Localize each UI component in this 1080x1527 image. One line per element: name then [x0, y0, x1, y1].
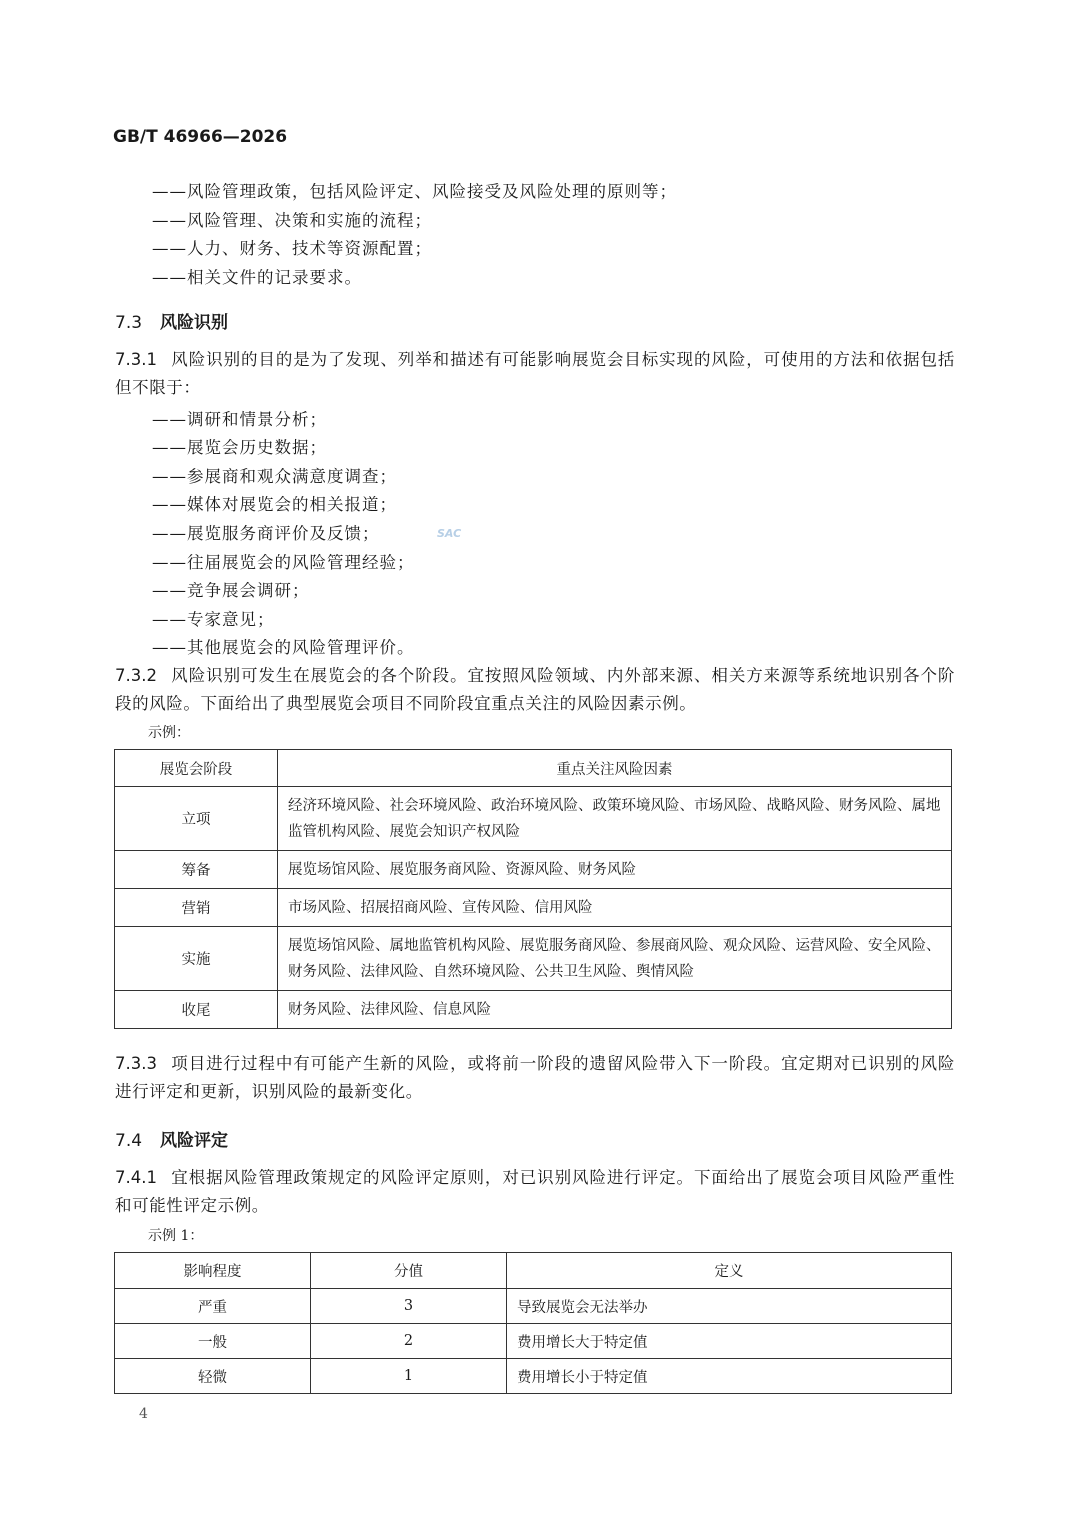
paragraph-7-4-1	[115, 1164, 955, 1220]
list-item: ——风险管理政策，包括风险评定、风险接受及风险处理的原则等；	[152, 182, 677, 201]
column-header: 重点关注风险因素	[278, 750, 952, 787]
section-heading-7-4	[115, 1126, 228, 1151]
table-header-row	[115, 750, 952, 787]
table-row	[115, 1359, 952, 1394]
paragraph-7-3-3	[115, 1050, 955, 1106]
table-row	[115, 851, 952, 889]
table-row	[115, 1324, 952, 1359]
list-item: ——相关文件的记录要求。	[152, 268, 362, 287]
list-item: ——展览会历史数据；	[152, 438, 327, 457]
section-title: 风险识别	[160, 313, 229, 333]
level-cell: 严重	[115, 1289, 311, 1324]
list-item: ——竞争展会调研；	[152, 581, 310, 600]
definition-cell: 费用增长小于特定值	[507, 1359, 952, 1394]
clause-text: 风险识别的目的是为了发现、列举和描述有可能影响展览会目标实现的风险，可使用的方法和依据包括但不限于：	[115, 350, 955, 397]
severity-table	[114, 1252, 952, 1394]
score-cell: 1	[311, 1359, 507, 1394]
score-cell: 2	[311, 1324, 507, 1359]
list-item: ——调研和情景分析；	[152, 410, 327, 429]
factors-cell: 财务风险、法律风险、信息风险	[278, 991, 952, 1029]
list-item: ——风险管理、决策和实施的流程；	[152, 211, 432, 230]
column-header: 展览会阶段	[115, 750, 278, 787]
section-number: 7.3	[115, 313, 143, 333]
factors-cell: 经济环境风险、社会环境风险、政治环境风险、政策环境风险、市场风险、战略风险、财务风险、属地监管机构风险、展览会知识产权风险	[278, 787, 952, 851]
list-item: ——专家意见；	[152, 610, 275, 629]
score-cell: 3	[311, 1289, 507, 1324]
standard-number: GB/T 46966—2026	[113, 127, 288, 147]
section-number: 7.4	[115, 1131, 143, 1151]
section-heading-7-3	[115, 308, 228, 333]
stage-cell: 实施	[115, 927, 278, 991]
list-item: ——媒体对展览会的相关报道；	[152, 495, 397, 514]
list-item: ——往届展览会的风险管理经验；	[152, 553, 415, 572]
list-item: ——参展商和观众满意度调查；	[152, 467, 397, 486]
clause-number: 7.3.1	[115, 350, 157, 369]
page-number: 4	[139, 1406, 148, 1422]
stage-cell: 收尾	[115, 991, 278, 1029]
paragraph-7-3-1	[115, 346, 955, 402]
clause-number: 7.3.2	[115, 666, 157, 685]
risk-factors-table	[114, 749, 952, 1029]
clause-text: 项目进行过程中有可能产生新的风险，或将前一阶段的遗留风险带入下一阶段。宜定期对已识别的风险进行评定和更新，识别风险的最新变化。	[115, 1054, 955, 1101]
list-item: ——人力、财务、技术等资源配置；	[152, 239, 432, 258]
clause-number: 7.3.3	[115, 1054, 157, 1073]
level-cell: 一般	[115, 1324, 311, 1359]
list-item: ——其他展览会的风险管理评价。	[152, 638, 415, 657]
example-label: 示例：	[148, 725, 190, 741]
example-label: 示例 1：	[148, 1228, 204, 1244]
column-header: 分值	[311, 1253, 507, 1289]
clause-number: 7.4.1	[115, 1168, 157, 1187]
stage-cell: 立项	[115, 787, 278, 851]
factors-cell: 展览场馆风险、展览服务商风险、资源风险、财务风险	[278, 851, 952, 889]
clause-text: 宜根据风险管理政策规定的风险评定原则，对已识别风险进行评定。下面给出了展览会项目风险严重性和可能性评定示例。	[115, 1168, 955, 1215]
table-row	[115, 1289, 952, 1324]
paragraph-7-3-2	[115, 662, 955, 718]
table-header-row	[115, 1253, 952, 1289]
stage-cell: 筹备	[115, 851, 278, 889]
factors-cell: 展览场馆风险、属地监管机构风险、展览服务商风险、参展商风险、观众风险、运营风险、安全风险、财务风险、法律风险、自然环境风险、公共卫生风险、舆情风险	[278, 927, 952, 991]
table-row	[115, 889, 952, 927]
column-header: 影响程度	[115, 1253, 311, 1289]
table-row	[115, 787, 952, 851]
factors-cell: 市场风险、招展招商风险、宣传风险、信用风险	[278, 889, 952, 927]
section-title: 风险评定	[160, 1131, 229, 1151]
clause-text: 风险识别可发生在展览会的各个阶段。宜按照风险领域、内外部来源、相关方来源等系统地识别各个阶段的风险。下面给出了典型展览会项目不同阶段宜重点关注的风险因素示例。	[115, 666, 955, 713]
stage-cell: 营销	[115, 889, 278, 927]
table-row	[115, 991, 952, 1029]
definition-cell: 导致展览会无法举办	[507, 1289, 952, 1324]
table-row	[115, 927, 952, 991]
definition-cell: 费用增长大于特定值	[507, 1324, 952, 1359]
list-item: ——展览服务商评价及反馈；	[152, 524, 380, 543]
sac-watermark: SAC	[437, 527, 462, 540]
level-cell: 轻微	[115, 1359, 311, 1394]
column-header: 定义	[507, 1253, 952, 1289]
